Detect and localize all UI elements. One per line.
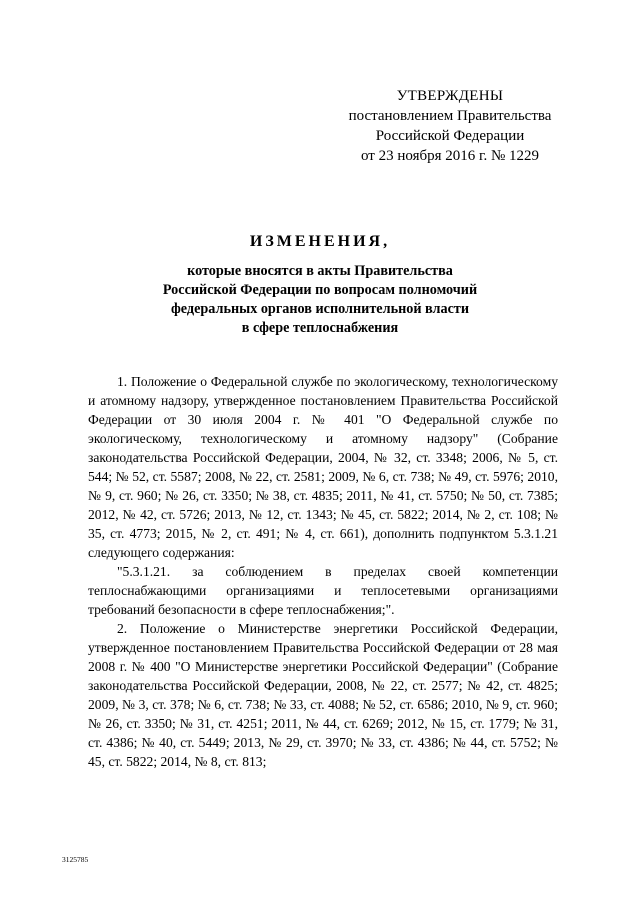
document-body: [88, 372, 558, 771]
approval-line-2: Российской Федерации: [375, 128, 525, 144]
approval-heading: УТВЕРЖДЕНЫ: [396, 88, 504, 104]
document-subtitle: [90, 262, 550, 338]
subtitle-line-4: в сфере теплоснабжения: [241, 320, 399, 336]
approval-stamp: [330, 86, 570, 166]
subtitle-line-3: федеральных органов исполнительной власти: [170, 301, 470, 317]
paragraph-1: 1. Положение о Федеральной службе по экологическому, технологическому и атомному надзору, утвержденное постановлением Правительства Российской Федерации от 30 июля 2004 г. № 401 "О Федеральной службе по экологическому, технологическому и атомному надзору" (Собрание законодательства Российской Федерации, 2004, № 32, ст. 3348; 2006, № 5, ст. 544; № 52, ст. 5587; 2008, № 22, ст. 2581; 2009, № 6, ст. 738; № 49, ст. 5976; 2010, № 9, ст. 960; № 26, ст. 3350; № 38, ст. 4835; 2011, № 41, ст. 5750; № 50, ст. 7385; 2012, № 42, ст. 5726; 2013, № 12, ст. 1343; № 45, ст. 5822; 2014, № 2, ст. 108; № 35, ст. 4773; 2015, № 2, ст. 491; № 4, ст. 661), дополнить подпунктом 5.3.1.21 следующего содержания:: [88, 374, 558, 560]
subtitle-line-2: Российской Федерации по вопросам полномочий: [162, 282, 478, 298]
paragraph-1-quote: "5.3.1.21. за соблюдением в пределах своей компетенции теплоснабжающими организациями и теплосетевыми организациями требований безопасности в сфере теплоснабжения;".: [88, 564, 558, 617]
approval-line-1: постановлением Правительства: [348, 108, 552, 124]
document-title: ИЗМЕНЕНИЯ,: [249, 233, 391, 250]
subtitle-line-1: которые вносятся в акты Правительства: [187, 263, 453, 279]
approval-line-3: от 23 ноября 2016 г. № 1229: [360, 148, 540, 164]
document-code: 3125785: [62, 855, 89, 864]
paragraph-2: 2. Положение о Министерстве энергетики Российской Федерации, утвержденное постановлением Правительства Российской Федерации от 28 мая 2008 г. № 400 "О Министерстве энергетики Российской Федерации" (Собрание законодательства Российской Федерации, 2008, № 22, ст. 2577; № 42, ст. 4825; 2009, № 3, ст. 378; № 6, ст. 738; № 33, ст. 4088; № 52, ст. 6586; 2010, № 9, ст. 960; № 26, ст. 3350; № 31, ст. 4251; 2011, № 44, ст. 6269; 2012, № 15, ст. 1779; № 31, ст. 4386; № 40, ст. 5449; 2013, № 29, ст. 3970; № 33, ст. 4386; № 44, ст. 5752; № 45, ст. 5822; 2014, № 8, ст. 813;: [88, 621, 558, 769]
